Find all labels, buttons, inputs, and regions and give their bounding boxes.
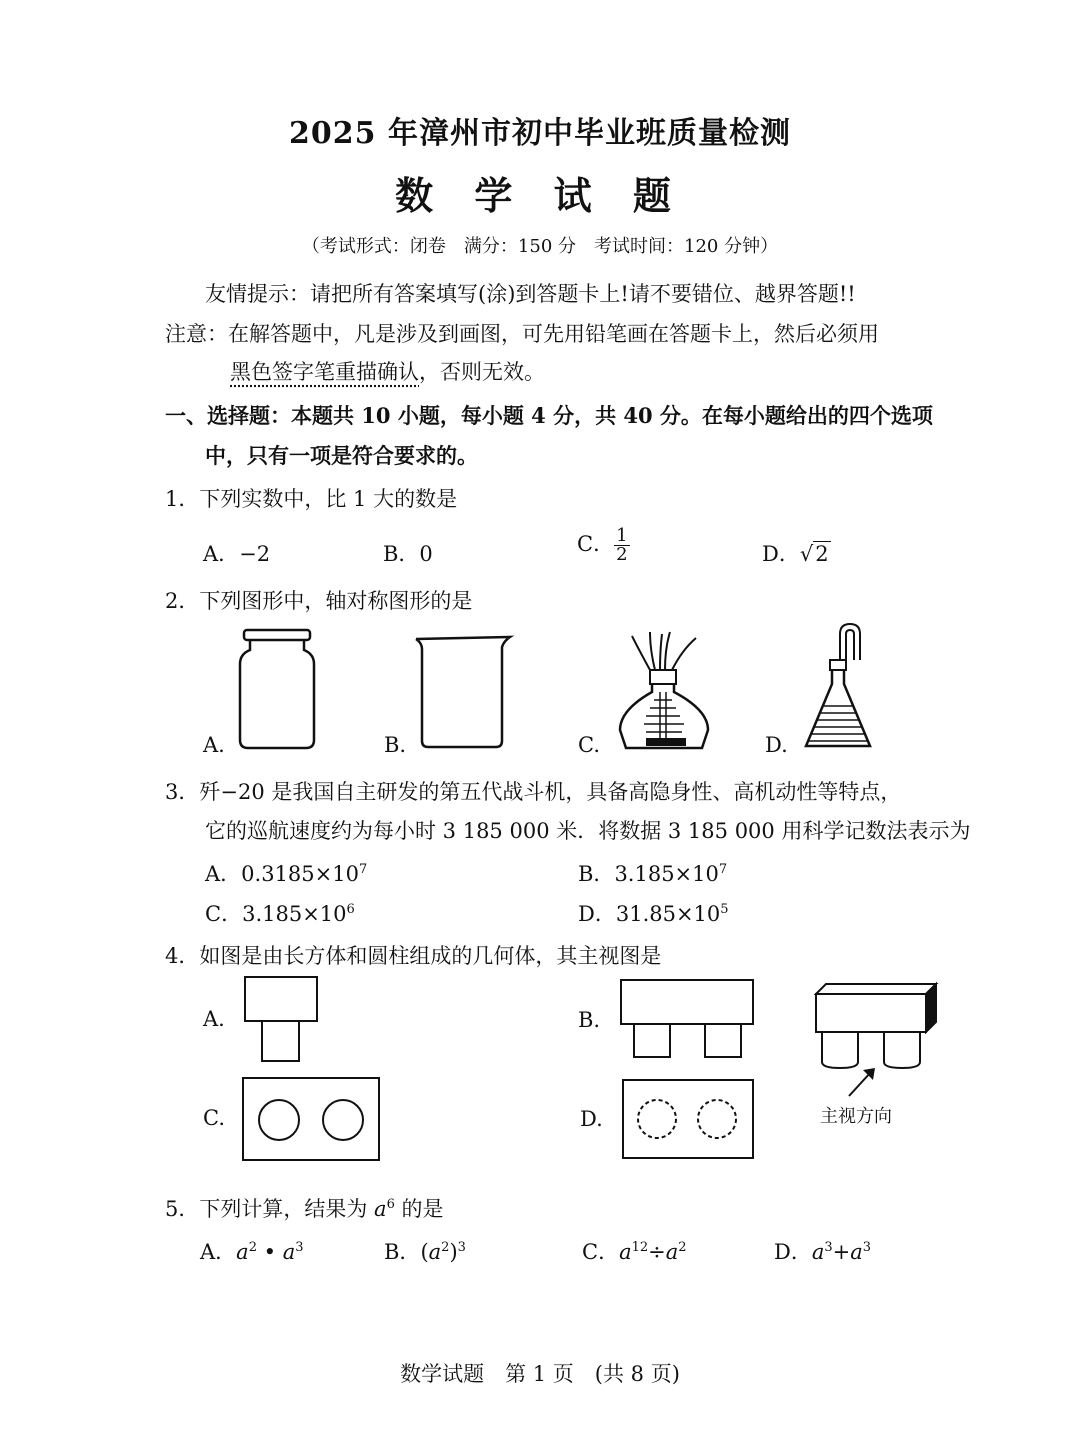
fraction-numerator: 1 [616, 525, 628, 546]
q5-option-a-var-1: a [236, 1240, 249, 1264]
q3-option-d-base: 31.85×10 [615, 902, 721, 926]
q1-option-c-label: C． [577, 532, 615, 556]
q3-option-c-label: C． [205, 902, 243, 926]
q1-option-d [762, 538, 831, 568]
sqrt-sign: √ [799, 542, 814, 566]
q2-option-a-label: A. [203, 733, 225, 757]
q3-stem-line-2: 它的巡航速度约为每小时 3 185 000 米．将数据 3 185 000 用科学记数法表示为 [205, 819, 971, 843]
q5-stem-suffix: 的是 [394, 1197, 444, 1221]
q5-option-d-exp-1: 3 [824, 1240, 833, 1255]
q3-option-b-exponent: 7 [718, 862, 728, 877]
page-footer: 数学试题 第 1 页 (共 8 页) [400, 1362, 680, 1386]
q5-option-a-exp-2: 3 [295, 1240, 304, 1255]
q5-stem-variable: a [374, 1197, 387, 1221]
q3-option-a [205, 858, 367, 888]
q5-option-a [200, 1236, 304, 1266]
q3-option-a-base: 0.3185×10 [241, 862, 359, 886]
q4-stem: 4．如图是由长方体和圆柱组成的几何体，其主视图是 [165, 944, 662, 968]
exam-info: （考试形式：闭卷 满分：150 分 考试时间：120 分钟） [301, 236, 779, 257]
q5-option-c-var-2: a [665, 1240, 679, 1264]
sqrt-radicand: 2 [815, 542, 829, 566]
q2-figure-a-bottle [230, 628, 325, 753]
q3-option-b-label: B． [578, 862, 615, 886]
q5-option-d [774, 1236, 871, 1266]
q5-option-c-exp-1: 12 [631, 1240, 649, 1255]
q5-option-a-label: A． [200, 1240, 237, 1264]
q1-stem: 1．下列实数中，比 1 大的数是 [165, 487, 458, 511]
q3-option-d [578, 898, 729, 928]
q1-option-a: A．−2 [203, 542, 271, 566]
q3-stem-line-1: 3．歼−20 是我国自主研发的第五代战斗机，具备高隐身性、高机动性等特点， [165, 780, 902, 804]
q5-option-c-div: ÷ [648, 1240, 666, 1264]
q5-option-d-plus: + [832, 1240, 851, 1264]
q3-option-b [578, 858, 727, 888]
section-heading-line-2: 中，只有一项是符合要求的。 [205, 443, 478, 468]
q5-option-b-label: B． [384, 1240, 421, 1264]
section-heading-line-1: 一、选择题：本题共 10 小题，每小题 4 分，共 40 分。在每小题给出的四个选项 [165, 403, 933, 428]
q1-fraction [614, 527, 629, 564]
q2-stem: 2．下列图形中，轴对称图形的是 [165, 589, 473, 613]
q2-option-d-label: D. [765, 733, 788, 757]
q5-option-a-dot: • [256, 1240, 283, 1264]
q5-option-b-close: ) [449, 1240, 458, 1264]
q5-option-a-var-2: a [282, 1240, 296, 1264]
q5-option-d-label: D． [774, 1240, 812, 1264]
q5-option-a-exp-1: 2 [248, 1240, 257, 1255]
q5-option-c-var-1: a [619, 1240, 632, 1264]
note-tail: ，否则无效。 [419, 360, 545, 384]
q4-option-c-view [241, 1076, 381, 1162]
q5-option-c-label: C． [582, 1240, 620, 1264]
note-line-1: 注意：在解答题中，凡是涉及到画图，可先用铅笔画在答题卡上，然后必须用 [165, 322, 879, 346]
view-direction-arrow [845, 1064, 881, 1100]
subject-title: 数 学 试 题 [395, 173, 685, 218]
friendly-tip: 友情提示：请把所有答案填写(涂)到答题卡上!请不要错位、越界答题!! [205, 282, 856, 306]
q3-option-c-exponent: 6 [346, 902, 355, 917]
q3-option-c-base: 3.185×10 [242, 902, 347, 926]
q4-option-a-label: A. [203, 1007, 225, 1031]
q5-option-d-var-1: a [811, 1240, 825, 1264]
q3-option-a-label: A． [205, 862, 242, 886]
q5-option-c-exp-2: 2 [678, 1240, 687, 1255]
q2-option-c-label: C. [578, 733, 600, 757]
q5-stem-exponent: 6 [386, 1197, 395, 1212]
q5-stem-prefix: 5．下列计算，结果为 [165, 1197, 375, 1221]
q5-stem [165, 1193, 444, 1223]
q1-option-c [577, 527, 630, 564]
q5-option-b [384, 1236, 466, 1266]
q1-option-b: B．0 [383, 542, 433, 566]
q5-option-d-var-2: a [850, 1240, 863, 1264]
q5-option-b-var: a [428, 1240, 442, 1264]
q3-option-d-exponent: 5 [720, 902, 729, 917]
q5-option-b-open: ( [420, 1240, 429, 1264]
q2-figure-b-beaker [412, 635, 512, 753]
q4-option-d-label: D. [580, 1107, 603, 1131]
view-direction-caption: 主视方向 [820, 1106, 892, 1127]
q5-option-d-exp-2: 3 [862, 1240, 872, 1255]
q4-option-a-view [243, 975, 319, 1065]
note-line-2 [230, 356, 545, 386]
q4-option-c-label: C. [203, 1106, 225, 1130]
q1-sqrt [800, 542, 831, 566]
q3-option-a-exponent: 7 [358, 862, 368, 877]
q3-option-b-base: 3.185×10 [614, 862, 719, 886]
q1-option-d-label: D． [762, 542, 800, 566]
q5-option-b-exp-in: 2 [441, 1240, 450, 1255]
q2-option-b-label: B. [384, 733, 407, 757]
q4-option-b-view [619, 978, 755, 1060]
q2-figure-c-alcohol-lamp [610, 628, 720, 756]
q5-option-c [582, 1236, 687, 1266]
exam-title: 2025 年漳州市初中毕业班质量检测 [289, 116, 791, 151]
q4-solid-figure [812, 982, 942, 1072]
q2-figure-d-flask [800, 620, 880, 755]
q4-option-b-label: B. [578, 1008, 601, 1032]
fraction-denominator: 2 [616, 544, 628, 565]
q3-option-c [205, 898, 355, 928]
q5-option-b-exp-out: 3 [457, 1240, 466, 1255]
q3-option-d-label: D． [578, 902, 616, 926]
q4-option-d-view [621, 1078, 755, 1160]
note-emphasis: 黑色签字笔重描确认 [230, 360, 419, 384]
